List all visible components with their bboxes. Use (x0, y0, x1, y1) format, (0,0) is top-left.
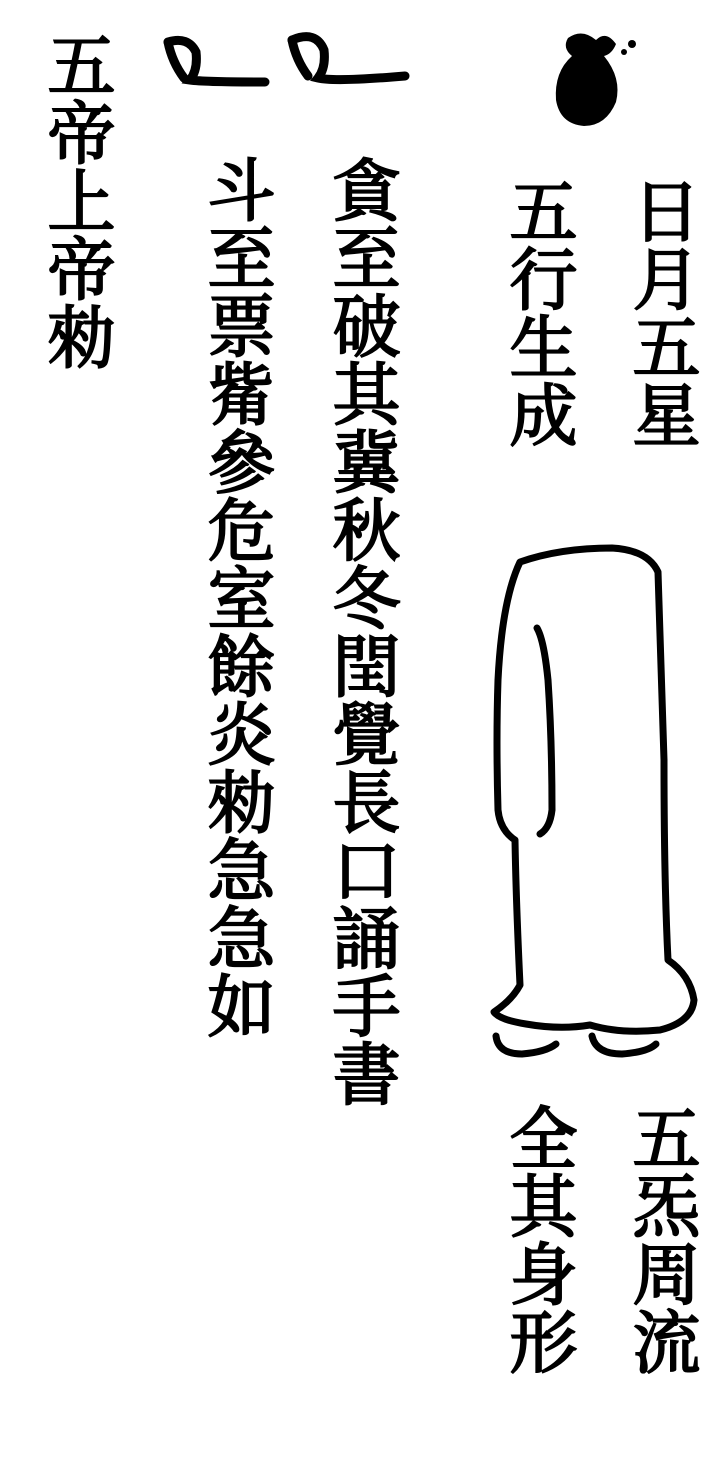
column-five-emperors-decree: 五帝上帝勑 (36, 30, 116, 370)
robed-figure-outline (494, 548, 694, 1054)
column-five-qi: 五炁周流 (621, 1103, 701, 1375)
column-five-phases: 五行生成 (498, 176, 578, 448)
column-incantation-2: 斗至票觜參危室餘炎勑急急如 (196, 155, 276, 1039)
ink-seal-mark (556, 33, 636, 126)
column-sun-moon-five-stars: 日月五星 (621, 176, 701, 448)
column-incantation-1: 貪至破其冀秋冬閏覺長口誦手書 (321, 155, 401, 1107)
hook-glyph-left (168, 40, 265, 82)
hook-glyph-right (292, 37, 405, 80)
column-whole-body: 全其身形 (498, 1103, 578, 1375)
